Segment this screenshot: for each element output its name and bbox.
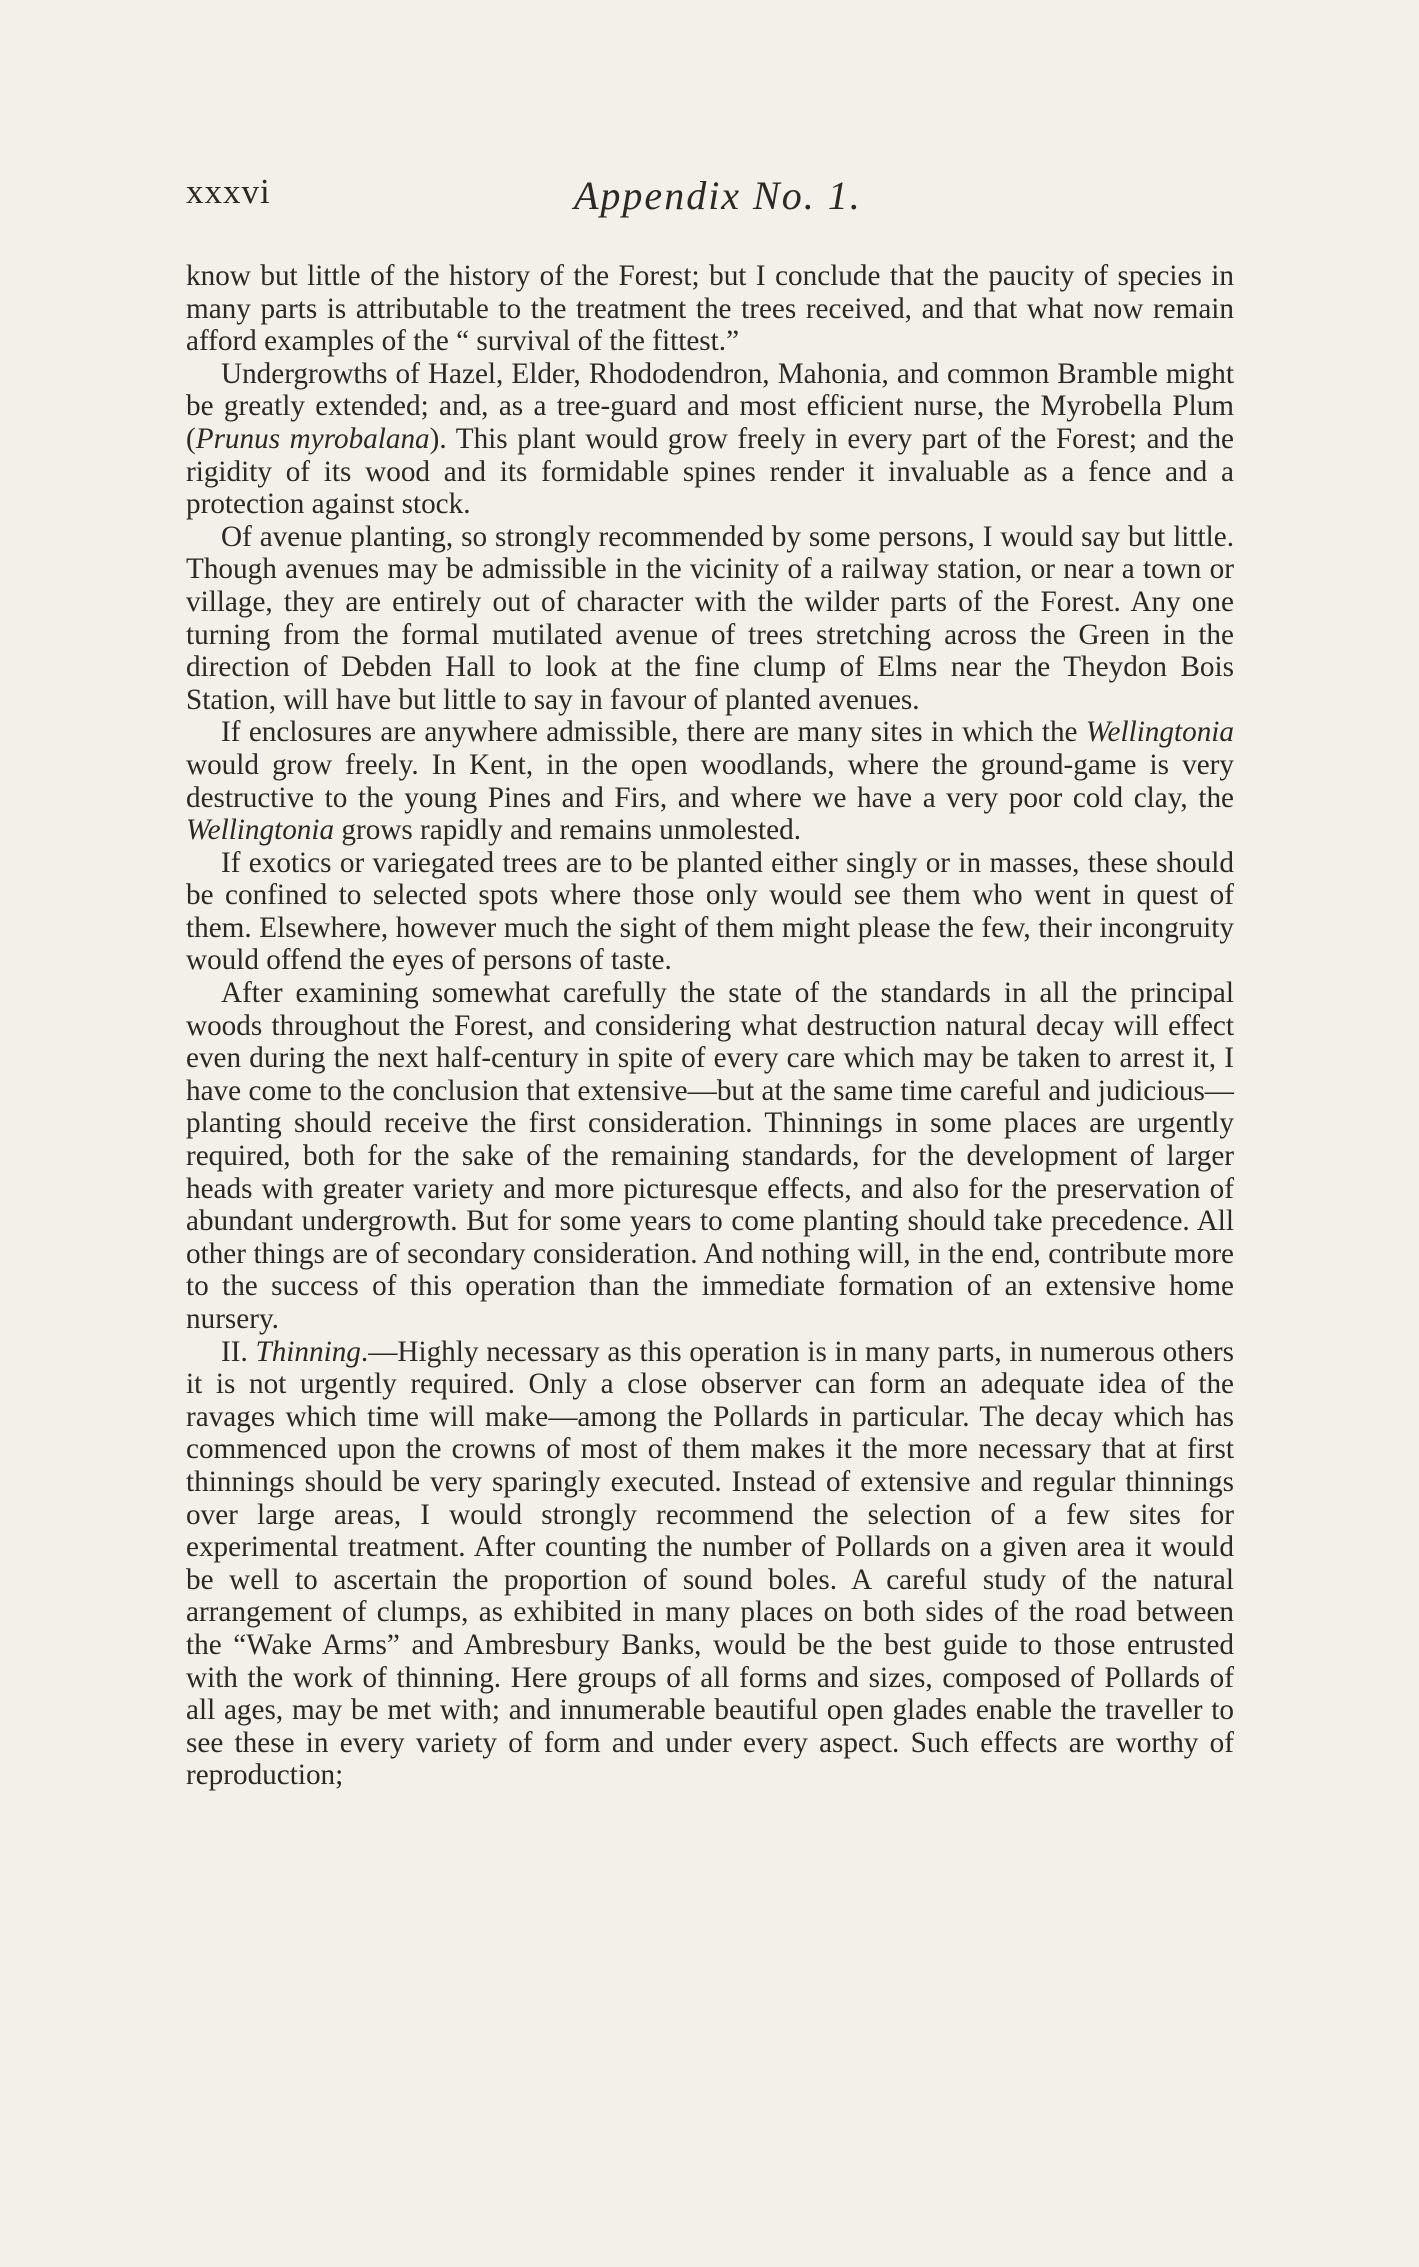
text-run: know but little of the history of the Forest; but I conclude that the paucity of species in many parts is attributable to the treatment the trees received, and that what now remain afford examples of the “ survival of the fittest.” [186,260,1234,358]
italic-text-run: Thinning [255,1335,361,1368]
paragraph [186,1336,1234,1792]
text-run: grows rapidly and remains unmolested. [334,814,802,847]
text-run: would grow freely. In Kent, in the open woodlands, where the ground-game is very destructive to the young Pines and Firs, and where we have a very poor cold clay, the [186,748,1234,814]
paragraph [186,260,1234,358]
text-run: .—Highly necessary as this operation is in many parts, in numerous others it is not urgently required. Only a close observer can form an adequate idea of the ravages which time will make—among the Pollards in particular. The decay which has commenced upon the crowns of most of them makes it the more necessary that at first thinnings should be very sparingly executed. Instead of extensive and regular thinnings over large areas, I would strongly recommend the selection of a few sites for experimental treatment. After counting the number of Pollards on a given area it would be well to ascertain the proportion of sound boles. A careful study of the natural arrangement of clumps, as exhibited in many places on both sides of the road between the “Wake Arms” and Ambresbury Banks, would be the best guide to those entrusted with the work of thinning. Here groups of all forms and sizes, composed of Pollards of all ages, may be met with; and innumerable beautiful open glades enable the traveller to see these in every variety of form and under every aspect. Such effects are worthy of reproduction; [186,1335,1234,1792]
text-run: ). This plant would grow freely in every part of the Forest; and the rigidity of its wood and its formidable spines render it invaluable as a fence and a protection against stock. [186,422,1234,521]
text-run: If enclosures are anywhere admissible, there are many sites in which the [221,716,1086,749]
body-text [186,260,1234,1792]
text-run: If exotics or variegated trees are to be planted either singly or in masses, these should be confined to selected spots where those only would see them who went in quest of them. Elsewhere, however much the sight of them might please the few, their incongruity would offend the eyes of persons of taste. [186,846,1234,977]
text-run: II. [221,1335,256,1368]
running-head [186,172,1234,232]
text-run: Undergrowths of Hazel, Elder, Rhododendron, Mahonia, and common Bramble might be greatly extended; and, as a tree-guard and most efficient nurse, the Myrobella Plum ( [186,357,1234,455]
paragraph [186,847,1234,977]
paragraph [186,716,1234,846]
paragraph [186,358,1234,521]
italic-text-run: Wellingtonia [186,814,335,847]
running-title: Appendix No. 1. [574,173,862,218]
text-run: After examining somewhat carefully the state of the standards in all the principal woods throughout the Forest, and considering what destruction natural decay will effect even during the next half-century in spite of every care which may be taken to arrest it, I have come to the conclusion that extensive—but at the same time careful and judicious—planting should receive the first consideration. Thinnings in some places are urgently required, both for the sake of the remaining standards, for the development of larger heads with greater variety and more picturesque effects, and also for the preservation of abundant undergrowth. But for some years to come planting should take precedence. All other things are of secondary consideration. And nothing will, in the end, contribute more to the success of this operation than the immediate formation of an extensive home nursery. [186,977,1234,1335]
text-run: Of avenue planting, so strongly recommended by some persons, I would say but little. Though avenues may be admissible in the vicinity of a railway station, or near a town or village, they are entirely out of character with the wilder parts of the Forest. Any one turning from the formal mutilated avenue of trees stretching across the Green in the direction of Debden Hall to look at the fine clump of Elms near the Theydon Bois Station, will have but little to say in favour of planted avenues. [186,520,1234,716]
paragraph [186,977,1234,1336]
italic-text-run: Wellingtonia [1085,716,1234,749]
italic-text-run: Prunus myrobalana [195,422,430,455]
paragraph [186,521,1234,717]
page-number: xxxvi [186,172,271,211]
book-page [186,172,1234,1792]
